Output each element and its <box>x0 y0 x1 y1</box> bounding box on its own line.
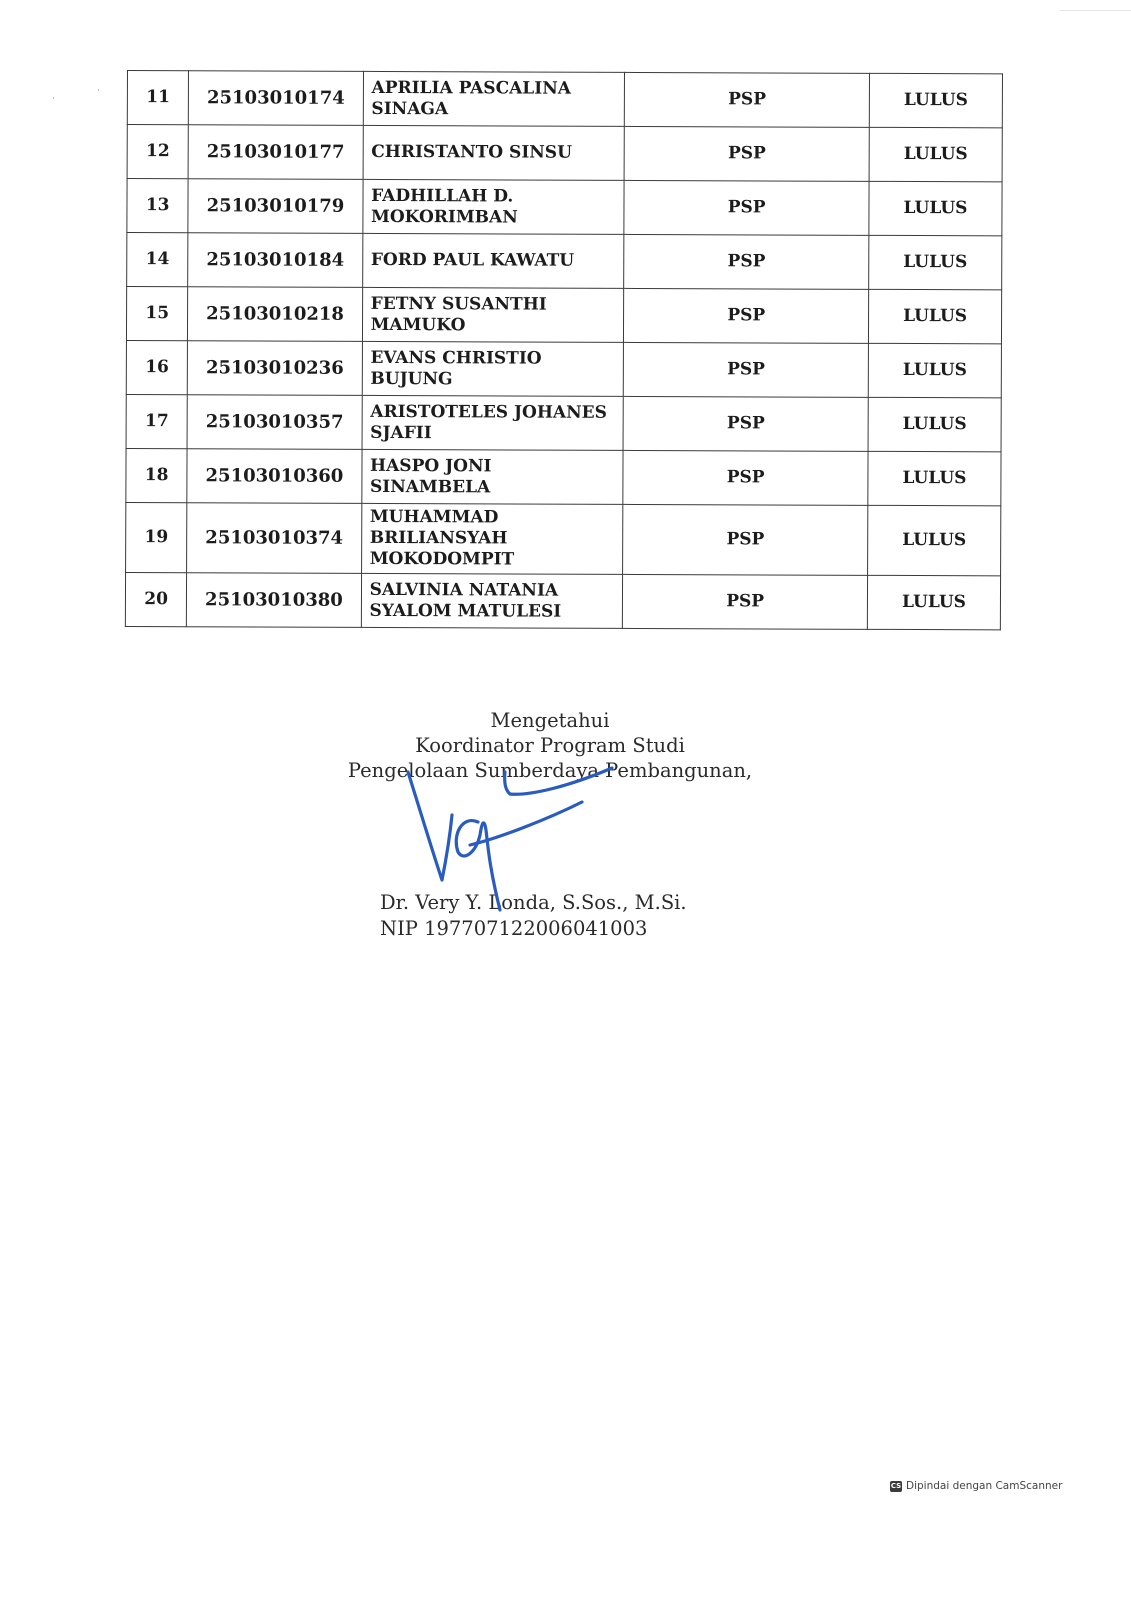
acknowledgement-label: Mengetahui <box>490 709 610 732</box>
signature-stroke <box>505 768 612 794</box>
row-number: 17 <box>126 394 188 448</box>
table-row <box>126 448 1001 505</box>
student-id: 25103010177 <box>188 125 362 180</box>
study-program: PSP <box>625 72 870 127</box>
table-row <box>125 572 1000 629</box>
student-id: 25103010236 <box>188 341 362 396</box>
table-row <box>126 394 1001 451</box>
status-cell: LULUS <box>869 235 1002 290</box>
table-row <box>126 340 1001 397</box>
student-name: EVANS CHRISTIO BUJUNG <box>362 341 624 396</box>
row-number: 20 <box>125 572 187 626</box>
student-name: CHRISTANTO SINSU <box>363 125 625 180</box>
table-row <box>127 179 1002 236</box>
scan-speck: · <box>97 86 100 96</box>
study-program: PSP <box>623 450 868 505</box>
status-cell: LULUS <box>868 397 1001 452</box>
student-name: HASPO JONI SINAMBELA <box>361 449 623 504</box>
coordinator-title: Koordinator Program Studi <box>415 734 685 757</box>
study-program: PSP <box>624 234 869 289</box>
table-row <box>126 287 1001 344</box>
study-program: PSP <box>623 504 868 575</box>
student-id: 25103010184 <box>188 233 362 288</box>
row-number: 19 <box>126 502 188 572</box>
status-cell: LULUS <box>869 73 1002 128</box>
row-number: 13 <box>127 179 189 233</box>
student-name: FADHILLAH D. MOKORIMBAN <box>362 179 624 234</box>
graduation-results-table <box>125 70 1003 630</box>
status-cell: LULUS <box>869 127 1002 182</box>
table-row <box>126 502 1001 575</box>
row-number: 12 <box>127 125 189 179</box>
row-number: 18 <box>126 448 188 502</box>
status-cell: LULUS <box>868 505 1001 576</box>
student-name: MUHAMMAD BRILIANSYAH MOKODOMPIT <box>361 503 623 574</box>
row-number: 15 <box>126 287 188 341</box>
signer-name: Dr. Very Y. Londa, S.Sos., M.Si. <box>380 891 687 914</box>
signature-stroke <box>408 772 452 880</box>
study-program: PSP <box>624 288 869 343</box>
status-cell: LULUS <box>868 451 1001 506</box>
table-row <box>127 125 1002 182</box>
scan-edge-line <box>1060 10 1131 11</box>
status-cell: LULUS <box>868 343 1001 398</box>
status-cell: LULUS <box>869 181 1002 236</box>
program-name: Pengelolaan Sumberdaya Pembangunan, <box>347 759 753 782</box>
student-id: 25103010380 <box>187 573 361 628</box>
scan-speck: · <box>52 94 55 104</box>
table-row <box>127 71 1002 128</box>
camscanner-logo-icon: CS <box>890 1481 902 1490</box>
row-number: 11 <box>127 71 189 125</box>
row-number: 14 <box>127 233 189 287</box>
study-program: PSP <box>623 574 868 629</box>
study-program: PSP <box>624 342 869 397</box>
student-name: APRILIA PASCALINA SINAGA <box>363 71 625 126</box>
study-program: PSP <box>624 180 869 235</box>
student-id: 25103010360 <box>187 449 361 504</box>
status-cell: LULUS <box>869 289 1002 344</box>
student-id: 25103010174 <box>189 71 363 126</box>
signature-stroke <box>456 821 500 910</box>
table-row <box>127 233 1002 290</box>
student-id: 25103010218 <box>188 287 362 342</box>
study-program: PSP <box>624 126 869 181</box>
student-name: FETNY SUSANTHI MAMUKO <box>362 287 624 342</box>
signer-nip: NIP 197707122006041003 <box>380 917 648 940</box>
handwritten-signature <box>400 760 620 930</box>
student-id: 25103010357 <box>187 395 361 450</box>
camscanner-watermark <box>890 1480 1062 1492</box>
camscanner-label: Dipindai dengan CamScanner <box>906 1480 1063 1492</box>
row-number: 16 <box>126 340 188 394</box>
student-name: FORD PAUL KAWATU <box>362 233 624 288</box>
student-id: 25103010179 <box>188 179 362 234</box>
student-id: 25103010374 <box>187 503 361 574</box>
status-cell: LULUS <box>867 575 1000 630</box>
study-program: PSP <box>623 396 868 451</box>
student-name: SALVINIA NATANIA SYALOM MATULESI <box>361 573 623 628</box>
student-name: ARISTOTELES JOHANES SJAFII <box>362 395 624 450</box>
